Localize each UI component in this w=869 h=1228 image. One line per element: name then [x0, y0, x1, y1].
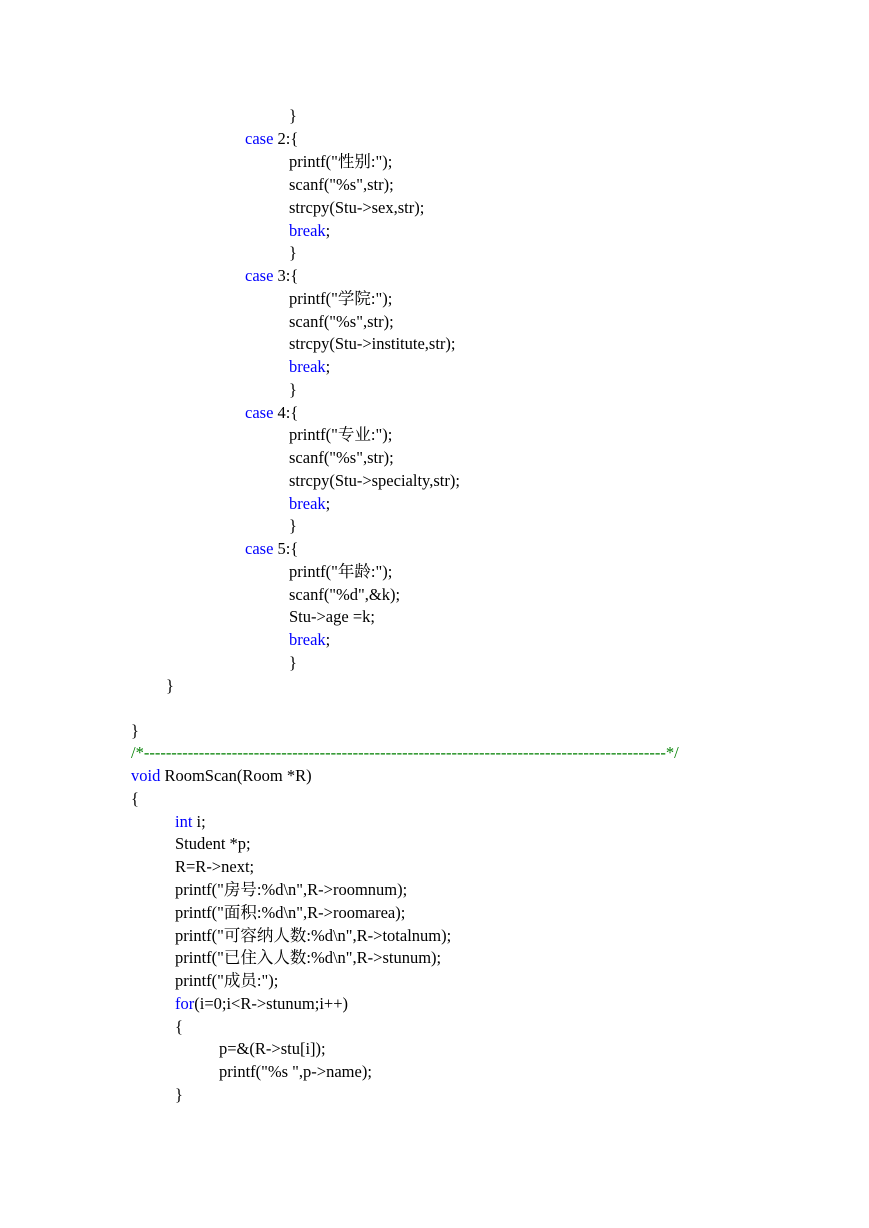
code-line — [289, 585, 400, 605]
code-text: } — [289, 516, 297, 535]
code-keyword: case — [245, 539, 274, 558]
code-line — [219, 1039, 326, 1059]
code-text: 2:{ — [273, 129, 299, 148]
code-line — [289, 607, 375, 627]
code-text: ; — [325, 221, 331, 240]
code-line — [175, 1017, 183, 1037]
code-text: 5:{ — [273, 539, 299, 558]
code-text: R=R->next; — [175, 857, 255, 876]
code-text: scanf("%d",&k); — [289, 585, 401, 604]
code-text: ; — [325, 494, 331, 513]
code-line — [175, 926, 451, 946]
code-line — [289, 289, 392, 309]
code-keyword: case — [245, 403, 274, 422]
code-line — [289, 198, 424, 218]
code-text: strcpy(Stu->institute,str); — [289, 334, 456, 353]
code-text: printf("专业:"); — [289, 425, 393, 444]
code-line — [289, 357, 330, 377]
code-line — [131, 721, 139, 741]
code-line — [245, 266, 298, 286]
code-line — [245, 129, 298, 149]
code-text: p=&(R->stu[i]); — [219, 1039, 326, 1058]
code-line — [289, 152, 392, 172]
code-text: } — [175, 1085, 183, 1104]
code-line — [289, 448, 394, 468]
code-text: printf("%s ",p->name); — [219, 1062, 372, 1081]
code-line — [289, 562, 392, 582]
code-text: printf("已住入人数:%d\n",R->stunum); — [175, 948, 442, 967]
code-line — [245, 539, 298, 559]
code-line — [289, 106, 297, 126]
code-keyword: case — [245, 129, 274, 148]
code-text: } — [289, 243, 297, 262]
code-comment: /*-----------------------------------------------------------------------------------------------*/ — [131, 743, 679, 762]
code-line — [289, 312, 394, 332]
code-text: printf("可容纳人数:%d\n",R->totalnum); — [175, 926, 452, 945]
code-line — [289, 425, 392, 445]
code-line — [175, 903, 405, 923]
code-line — [175, 1085, 183, 1105]
code-keyword: case — [245, 266, 274, 285]
code-text: } — [289, 380, 297, 399]
code-line — [175, 857, 254, 877]
code-text: Stu->age =k; — [289, 607, 375, 626]
code-text: printf("年龄:"); — [289, 562, 393, 581]
code-keyword: break — [289, 357, 326, 376]
code-line — [219, 1062, 372, 1082]
code-line — [175, 971, 278, 991]
code-text: ; — [325, 630, 331, 649]
code-keyword: void — [131, 766, 161, 785]
code-line — [175, 812, 206, 832]
code-line — [289, 516, 297, 536]
code-line — [289, 334, 456, 354]
code-text: ; — [325, 357, 331, 376]
code-text: } — [131, 721, 139, 740]
code-text: Student *p; — [175, 834, 251, 853]
code-text: { — [131, 789, 139, 808]
code-text: 3:{ — [273, 266, 299, 285]
code-line — [131, 789, 139, 809]
code-text: } — [166, 676, 174, 695]
code-line — [289, 175, 394, 195]
code-text: strcpy(Stu->specialty,str); — [289, 471, 460, 490]
code-line — [289, 243, 297, 263]
code-text: scanf("%s",str); — [289, 312, 394, 331]
code-text: { — [175, 1017, 183, 1036]
code-text: scanf("%s",str); — [289, 175, 394, 194]
code-text: } — [289, 653, 297, 672]
code-line — [289, 494, 330, 514]
code-text: printf("房号:%d\n",R->roomnum); — [175, 880, 408, 899]
code-keyword: int — [175, 812, 193, 831]
code-line — [245, 403, 298, 423]
code-keyword: break — [289, 221, 326, 240]
code-text: printf("面积:%d\n",R->roomarea); — [175, 903, 406, 922]
code-keyword: break — [289, 494, 326, 513]
code-line — [166, 676, 174, 696]
code-line — [175, 994, 348, 1014]
code-line — [175, 834, 251, 854]
code-line — [289, 221, 330, 241]
code-keyword: break — [289, 630, 326, 649]
code-line — [289, 380, 297, 400]
code-line — [289, 471, 460, 491]
code-text: i; — [192, 812, 206, 831]
code-keyword: for — [175, 994, 195, 1013]
code-text: scanf("%s",str); — [289, 448, 394, 467]
code-text: (i=0;i<R->stunum;i++) — [194, 994, 349, 1013]
code-text: printf("性别:"); — [289, 152, 393, 171]
code-line — [131, 766, 312, 786]
code-text: } — [289, 106, 297, 125]
code-line — [175, 880, 407, 900]
code-line — [289, 630, 330, 650]
code-text: RoomScan(Room *R) — [160, 766, 312, 785]
code-line — [289, 653, 297, 673]
code-text: 4:{ — [273, 403, 299, 422]
code-text: printf("学院:"); — [289, 289, 393, 308]
code-text: strcpy(Stu->sex,str); — [289, 198, 425, 217]
code-text: printf("成员:"); — [175, 971, 279, 990]
code-line — [175, 948, 441, 968]
code-line — [131, 743, 679, 763]
